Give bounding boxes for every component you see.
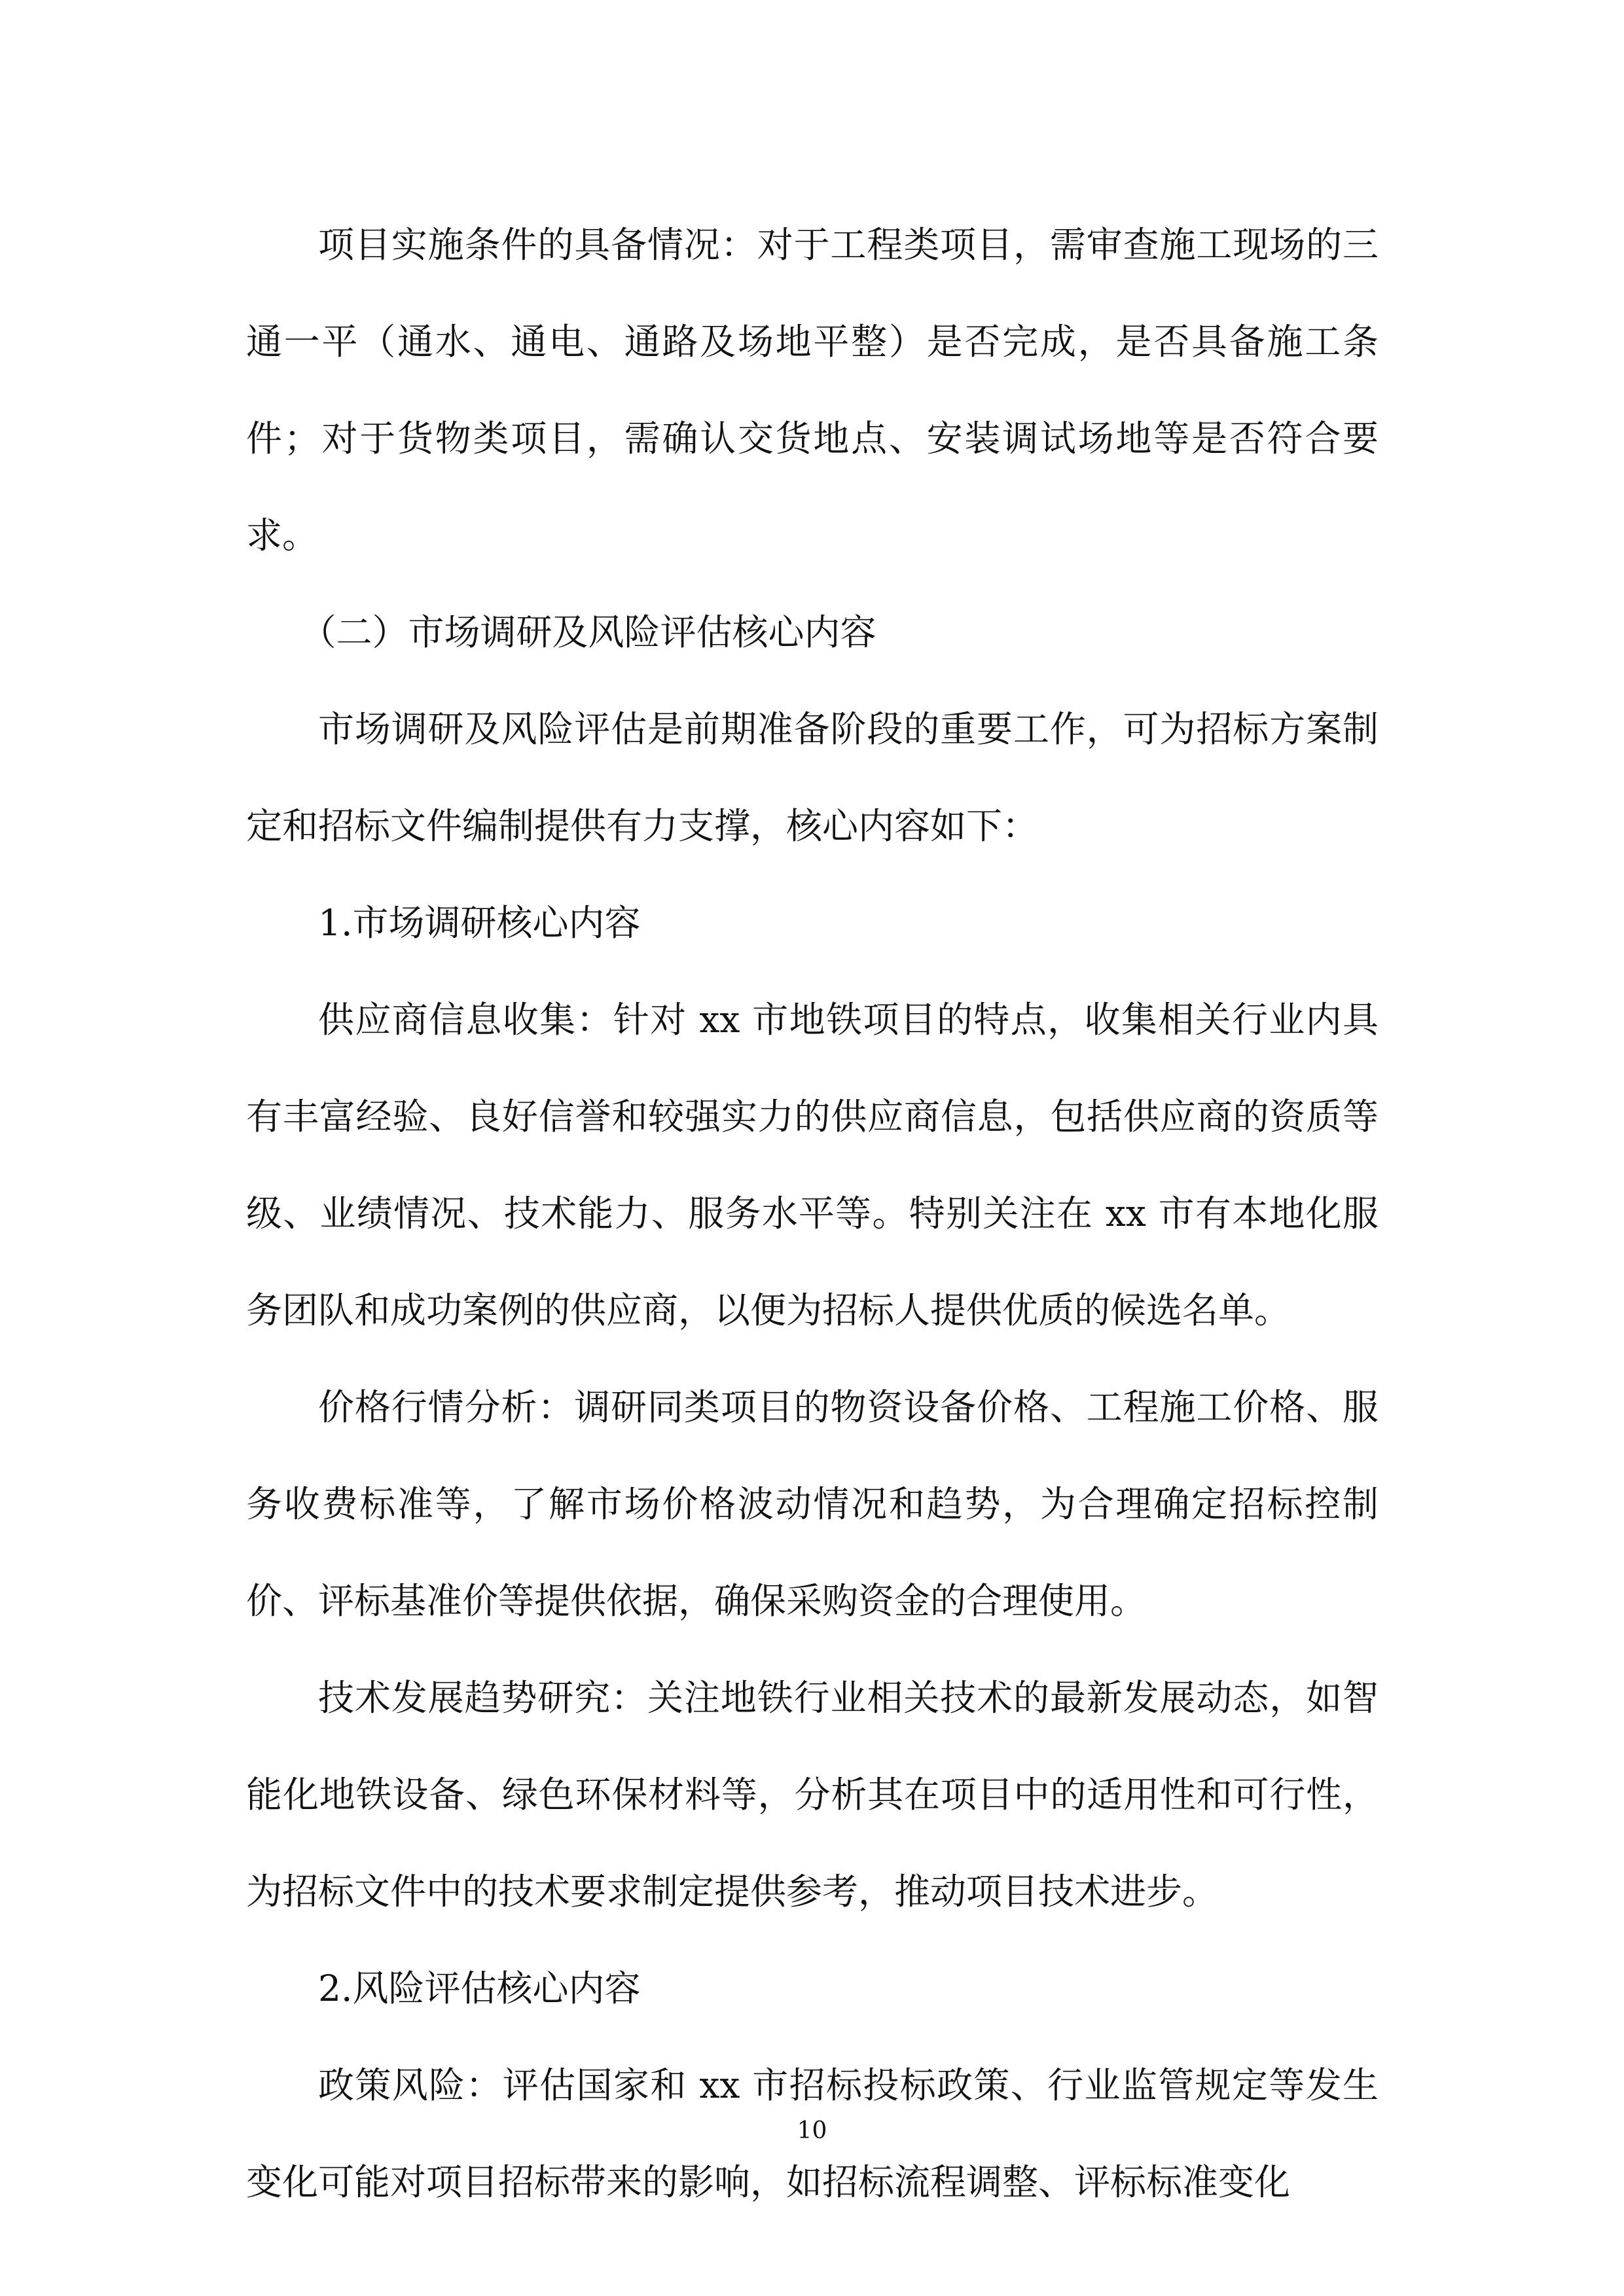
- subheading-market-research: 1.市场调研核心内容: [318, 902, 641, 944]
- subheading-risk-assessment: 2.风险评估核心内容: [318, 1967, 641, 2009]
- paragraph-implementation-conditions: 项目实施条件的具备情况：对于工程类项目，需审查施工现场的三通一平（通水、通电、通路及场地平整）是否完成，是否具备施工条件；对于货物类项目，需确认交货地点、安装调试场地等是否符合要求。: [246, 224, 1379, 556]
- body-text: [246, 196, 1379, 2231]
- paragraph-supplier-info: 供应商信息收集：针对 xx 市地铁项目的特点，收集相关行业内具有丰富经验、良好信誉和较强实力的供应商信息，包括供应商的资质等级、业绩情况、技术能力、服务水平等。特别关注在 xx 市有本地化服务团队和成功案例的供应商，以便为招标人提供优质的候选名单。: [246, 999, 1379, 1331]
- paragraph-policy-risk: 政策风险：评估国家和 xx 市招标投标政策、行业监管规定等发生变化可能对项目招标带来的影响，如招标流程调整、评标标准变化: [246, 2064, 1379, 2203]
- page-number: 10: [797, 2117, 827, 2144]
- paragraph-tech-trends: 技术发展趋势研究：关注地铁行业相关技术的最新发展动态，如智能化地铁设备、绿色环保材料等，分析其在项目中的适用性和可行性，为招标文件中的技术要求制定提供参考，推动项目技术进步。: [246, 1677, 1379, 1912]
- paragraph-price-analysis: 价格行情分析：调研同类项目的物资设备价格、工程施工价格、服务收费标准等，了解市场价格波动情况和趋势，为合理确定招标控制价、评标基准价等提供依据，确保采购资金的合理使用。: [246, 1386, 1379, 1622]
- paragraph-market-research-intro: 市场调研及风险评估是前期准备阶段的重要工作，可为招标方案制定和招标文件编制提供有力支撑，核心内容如下：: [246, 708, 1379, 847]
- section-heading-market-research-risk: （二）市场调研及风险评估核心内容: [300, 611, 876, 653]
